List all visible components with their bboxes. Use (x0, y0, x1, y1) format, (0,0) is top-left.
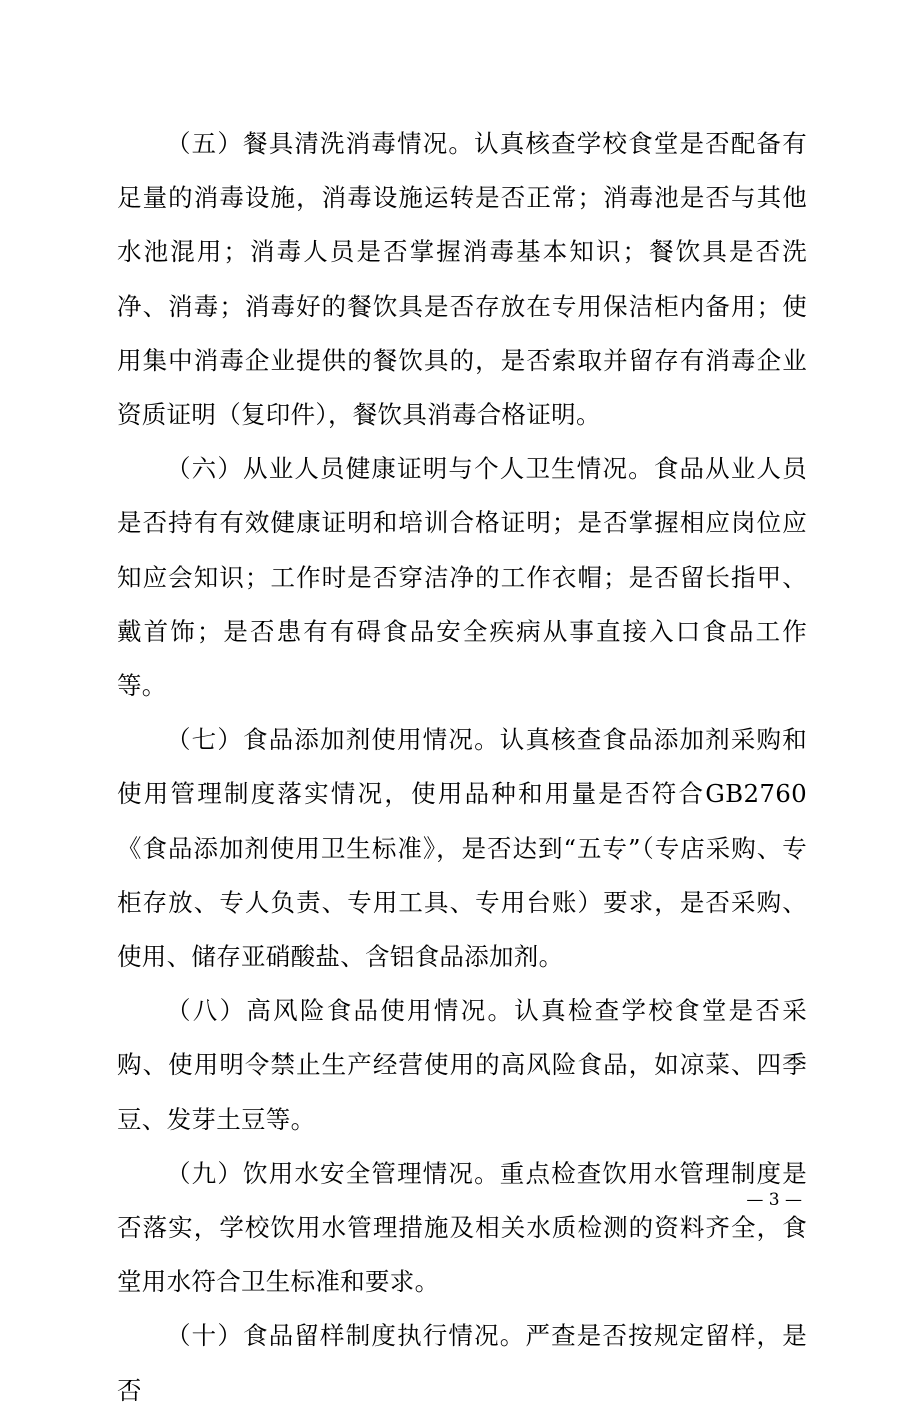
document-body (117, 117, 807, 1418)
paragraph-food-sampling: （十）食品留样制度执行情况。严查是否按规定留样，是否 (117, 1321, 807, 1405)
paragraph-staff-health: （六）从业人员健康证明与个人卫生情况。食品从业人员是否持有有效健康证明和培训合格证明；是否掌握相应岗位应知应会知识；工作时是否穿洁净的工作衣帽；是否留长指甲、戴首饰；是否患有有碍食品安全疾病从事直接入口食品工作等。 (117, 454, 807, 701)
paragraph-drinking-water: （九）饮用水安全管理情况。重点检查饮用水管理制度是否落实，学校饮用水管理措施及相关水质检测的资料齐全，食堂用水符合卫生标准和要求。 (117, 1158, 807, 1297)
paragraph-high-risk-food: （八）高风险食品使用情况。认真检查学校食堂是否采购、使用明令禁止生产经营使用的高风险食品，如凉菜、四季豆、发芽土豆等。 (117, 996, 807, 1134)
paragraph-tableware-disinfection: （五）餐具清洗消毒情况。认真核查学校食堂是否配备有足量的消毒设施，消毒设施运转是否正常；消毒池是否与其他水池混用；消毒人员是否掌握消毒基本知识；餐饮具是否洗净、消毒；消毒好的餐饮具是否存放在专用保洁柜内备用；使用集中消毒企业提供的餐饮具的，是否索取并留存有消毒企业资质证明（复印件），餐饮具消毒合格证明。 (117, 129, 807, 430)
paragraph-food-additives: （七）食品添加剂使用情况。认真核查食品添加剂采购和使用管理制度落实情况，使用品种和用量是否符合GB2760《食品添加剂使用卫生标准》，是否达到“五专”（专店采购、专柜存放、专人负责、专用工具、专用台账）要求，是否采购、使用、储存亚硝酸盐、含铝食品添加剂。 (117, 725, 807, 972)
page-number: — 3 — (746, 1190, 802, 1210)
